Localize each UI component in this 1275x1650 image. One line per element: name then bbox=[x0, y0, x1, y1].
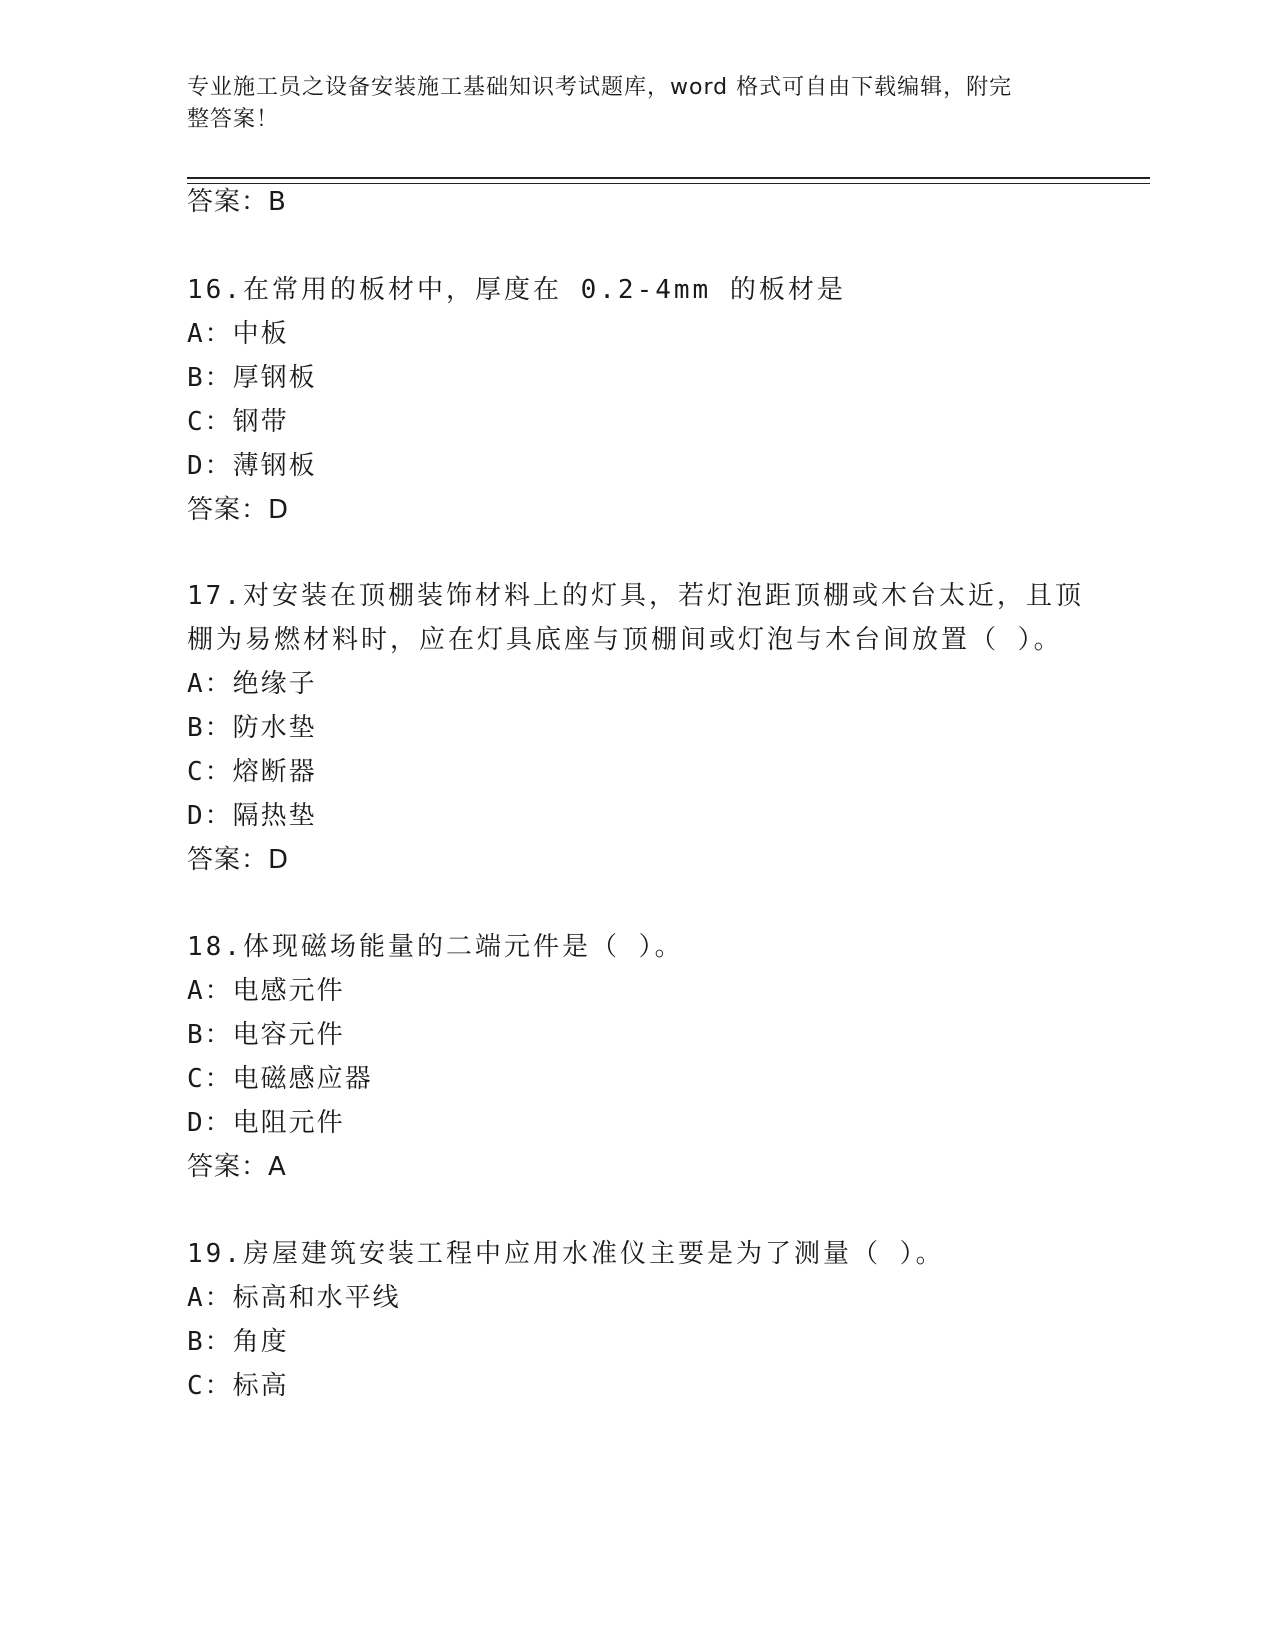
question-17-stem-line-1: 17.对安装在顶棚装饰材料上的灯具，若灯泡距顶棚或木台太近，且顶 bbox=[187, 581, 1084, 611]
question-16-stem: 16.在常用的板材中，厚度在 0.2-4mm 的板材是 bbox=[187, 275, 846, 305]
document-header bbox=[187, 72, 1067, 136]
answer-previous: 答案：B bbox=[187, 187, 287, 217]
question-16-option-b: B：厚钢板 bbox=[187, 363, 317, 393]
question-18-option-a: A：电感元件 bbox=[187, 976, 345, 1006]
question-18-stem: 18.体现磁场能量的二端元件是（ ）。 bbox=[187, 932, 684, 962]
question-16-answer: 答案：D bbox=[187, 495, 290, 525]
question-19-option-a: A：标高和水平线 bbox=[187, 1283, 401, 1313]
question-18-option-d: D：电阻元件 bbox=[187, 1108, 345, 1138]
question-19-stem: 19.房屋建筑安装工程中应用水准仪主要是为了测量（ ）。 bbox=[187, 1239, 945, 1269]
question-19-option-c: C：标高 bbox=[187, 1371, 289, 1401]
header-divider-thick bbox=[187, 177, 1150, 179]
header-line-2: 整答案！ bbox=[187, 107, 280, 132]
header-divider-thin bbox=[187, 183, 1150, 184]
question-17-option-a: A：绝缘子 bbox=[187, 669, 317, 699]
question-18-answer: 答案：A bbox=[187, 1152, 287, 1182]
question-17-option-b: B：防水垫 bbox=[187, 713, 317, 743]
question-17-option-d: D：隔热垫 bbox=[187, 801, 317, 831]
question-17-answer: 答案：D bbox=[187, 845, 290, 875]
header-line-1: 专业施工员之设备安装施工基础知识考试题库，word 格式可自由下载编辑，附完 bbox=[187, 75, 1013, 100]
question-17-option-c: C：熔断器 bbox=[187, 757, 317, 787]
question-16-option-c: C：钢带 bbox=[187, 407, 289, 437]
question-19-option-b: B：角度 bbox=[187, 1327, 289, 1357]
question-18-option-c: C：电磁感应器 bbox=[187, 1064, 373, 1094]
question-16-option-d: D：薄钢板 bbox=[187, 451, 317, 481]
question-17-stem-line-2: 棚为易燃材料时，应在灯具底座与顶棚间或灯泡与木台间放置（ ）。 bbox=[187, 625, 1063, 655]
question-18-option-b: B：电容元件 bbox=[187, 1020, 345, 1050]
question-16-option-a: A：中板 bbox=[187, 319, 289, 349]
